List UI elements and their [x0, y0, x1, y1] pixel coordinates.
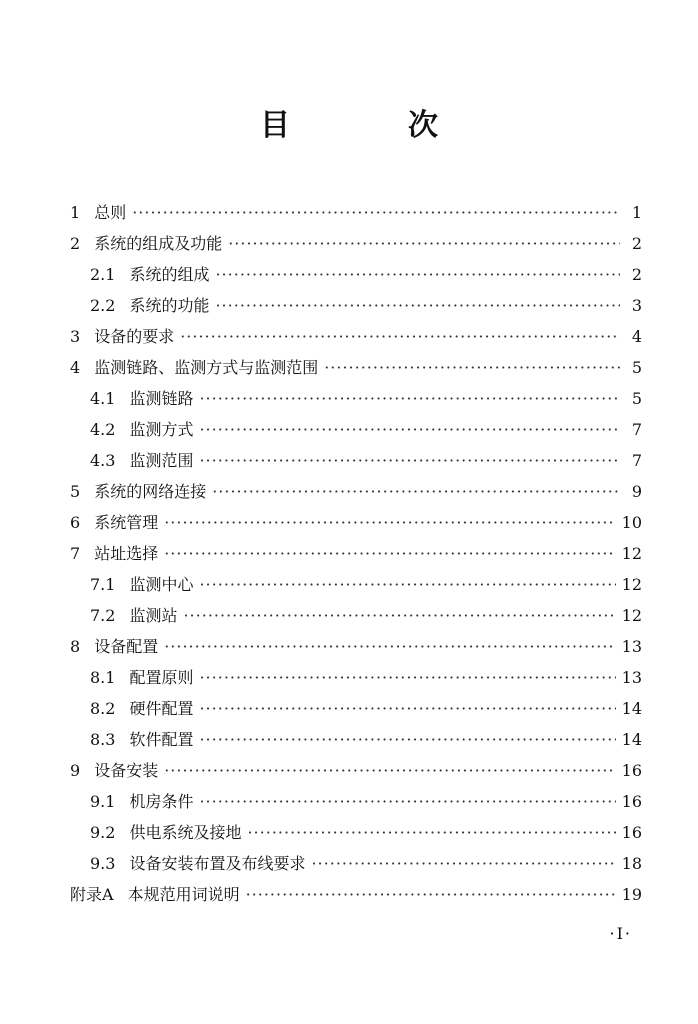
- toc-entry[interactable]: [0, 662, 698, 693]
- toc-entry-number: 2.2: [90, 296, 116, 315]
- toc-dot-leader: [324, 352, 620, 383]
- toc-entry[interactable]: [0, 414, 698, 445]
- toc-entry[interactable]: [0, 476, 698, 507]
- toc-entry-page: 16: [621, 823, 642, 842]
- toc-entry-number: 8.2: [90, 699, 116, 718]
- toc-entry-number: 1: [70, 203, 81, 222]
- toc-entry-number: 4.1: [90, 389, 116, 408]
- toc-dot-leader: [311, 848, 615, 879]
- page-number: ·I·: [609, 924, 632, 943]
- toc-entry-page: 14: [621, 730, 642, 749]
- toc-entry-page: 9: [631, 482, 642, 501]
- toc-entry-number: 4.3: [90, 451, 116, 470]
- table-of-contents: [0, 197, 698, 910]
- toc-entry-title: 设备安装: [94, 761, 159, 780]
- toc-entry-title: 站址选择: [94, 544, 159, 563]
- toc-entry[interactable]: [0, 383, 698, 414]
- toc-entry-page: 2: [631, 234, 642, 253]
- toc-entry-title: 系统的网络连接: [94, 482, 207, 501]
- toc-entry-page: 16: [621, 792, 642, 811]
- toc-entry-title: 设备配置: [94, 637, 159, 656]
- toc-entry-title: 监测链路: [129, 389, 194, 408]
- toc-entry-title: 系统的组成: [129, 265, 210, 284]
- toc-entry-title: 供电系统及接地: [129, 823, 242, 842]
- toc-entry-title: 系统的功能: [129, 296, 210, 315]
- toc-entry[interactable]: [0, 352, 698, 383]
- toc-dot-leader: [199, 786, 615, 817]
- toc-entry-page: 14: [621, 699, 642, 718]
- toc-entry-number: 8.3: [90, 730, 116, 749]
- toc-entry-title: 配置原则: [129, 668, 194, 687]
- toc-dot-leader: [180, 321, 620, 352]
- toc-entry-page: 4: [631, 327, 642, 346]
- toc-dot-leader: [183, 600, 615, 631]
- toc-entry[interactable]: [0, 259, 698, 290]
- toc-dot-leader: [164, 755, 615, 786]
- toc-entry[interactable]: [0, 848, 698, 879]
- toc-entry-title: 机房条件: [129, 792, 194, 811]
- toc-entry-title: 本规范用词说明: [127, 885, 240, 904]
- toc-entry-number: 5: [70, 482, 81, 501]
- toc-entry-page: 3: [631, 296, 642, 315]
- toc-entry-page: 18: [621, 854, 642, 873]
- toc-entry-number: 7: [70, 544, 81, 563]
- toc-entry[interactable]: [0, 600, 698, 631]
- toc-entry-title: 总则: [94, 203, 127, 222]
- toc-entry-page: 2: [631, 265, 642, 284]
- toc-dot-leader: [199, 693, 615, 724]
- toc-entry-title: 软件配置: [129, 730, 194, 749]
- toc-entry-title: 设备的要求: [94, 327, 175, 346]
- toc-entry-number: 9.1: [90, 792, 116, 811]
- toc-entry-page: 12: [621, 544, 642, 563]
- toc-dot-leader: [212, 476, 620, 507]
- toc-entry[interactable]: [0, 693, 698, 724]
- toc-dot-leader: [246, 879, 616, 910]
- toc-entry-number: 9: [70, 761, 81, 780]
- toc-dot-leader: [164, 631, 615, 662]
- toc-dot-leader: [164, 507, 615, 538]
- toc-entry-page: 5: [631, 389, 642, 408]
- toc-entry-page: 13: [621, 668, 642, 687]
- toc-entry-number: 3: [70, 327, 81, 346]
- toc-entry[interactable]: [0, 538, 698, 569]
- toc-entry-title: 监测范围: [129, 451, 194, 470]
- toc-entry-page: 7: [631, 451, 642, 470]
- toc-dot-leader: [199, 445, 620, 476]
- toc-entry[interactable]: [0, 569, 698, 600]
- toc-entry[interactable]: [0, 755, 698, 786]
- toc-entry-number: 附录A: [70, 885, 114, 904]
- toc-dot-leader: [215, 290, 620, 321]
- toc-entry-number: 9.2: [90, 823, 116, 842]
- toc-dot-leader: [247, 817, 615, 848]
- toc-entry[interactable]: [0, 445, 698, 476]
- toc-dot-leader: [199, 414, 620, 445]
- toc-dot-leader: [164, 538, 615, 569]
- toc-entry-page: 13: [621, 637, 642, 656]
- toc-entry-number: 8: [70, 637, 81, 656]
- toc-entry-number: 6: [70, 513, 81, 532]
- toc-dot-leader: [228, 228, 620, 259]
- toc-entry[interactable]: [0, 631, 698, 662]
- toc-dot-leader: [215, 259, 620, 290]
- toc-entry-title: 监测站: [129, 606, 178, 625]
- toc-entry[interactable]: [0, 290, 698, 321]
- toc-entry[interactable]: [0, 879, 698, 910]
- toc-entry-number: 4.2: [90, 420, 116, 439]
- toc-entry-number: 9.3: [90, 854, 116, 873]
- toc-entry-title: 监测链路、监测方式与监测范围: [94, 358, 319, 377]
- toc-entry[interactable]: [0, 817, 698, 848]
- toc-entry[interactable]: [0, 724, 698, 755]
- toc-entry-number: 7.2: [90, 606, 116, 625]
- toc-entry-number: 8.1: [90, 668, 116, 687]
- toc-entry[interactable]: [0, 786, 698, 817]
- toc-entry-page: 12: [621, 575, 642, 594]
- toc-entry-title: 监测中心: [129, 575, 194, 594]
- toc-entry-number: 7.1: [90, 575, 116, 594]
- toc-entry-title: 系统管理: [94, 513, 159, 532]
- toc-entry-page: 7: [631, 420, 642, 439]
- toc-entry-page: 16: [621, 761, 642, 780]
- toc-entry-page: 1: [631, 203, 642, 222]
- toc-entry[interactable]: [0, 197, 698, 228]
- toc-dot-leader: [199, 569, 615, 600]
- toc-entry-title: 监测方式: [129, 420, 194, 439]
- page-title: 目 次: [260, 108, 482, 143]
- toc-entry[interactable]: [0, 321, 698, 352]
- toc-entry[interactable]: [0, 228, 698, 259]
- toc-entry-title: 系统的组成及功能: [94, 234, 223, 253]
- toc-entry[interactable]: [0, 507, 698, 538]
- toc-entry-number: 2.1: [90, 265, 116, 284]
- toc-dot-leader: [199, 662, 615, 693]
- toc-entry-page: 5: [631, 358, 642, 377]
- toc-entry-page: 12: [621, 606, 642, 625]
- toc-dot-leader: [199, 724, 615, 755]
- toc-dot-leader: [132, 197, 620, 228]
- toc-entry-title: 设备安装布置及布线要求: [129, 854, 306, 873]
- toc-entry-page: 19: [621, 885, 642, 904]
- toc-entry-title: 硬件配置: [129, 699, 194, 718]
- toc-entry-number: 2: [70, 234, 81, 253]
- toc-entry-number: 4: [70, 358, 81, 377]
- toc-entry-page: 10: [621, 513, 642, 532]
- toc-dot-leader: [199, 383, 620, 414]
